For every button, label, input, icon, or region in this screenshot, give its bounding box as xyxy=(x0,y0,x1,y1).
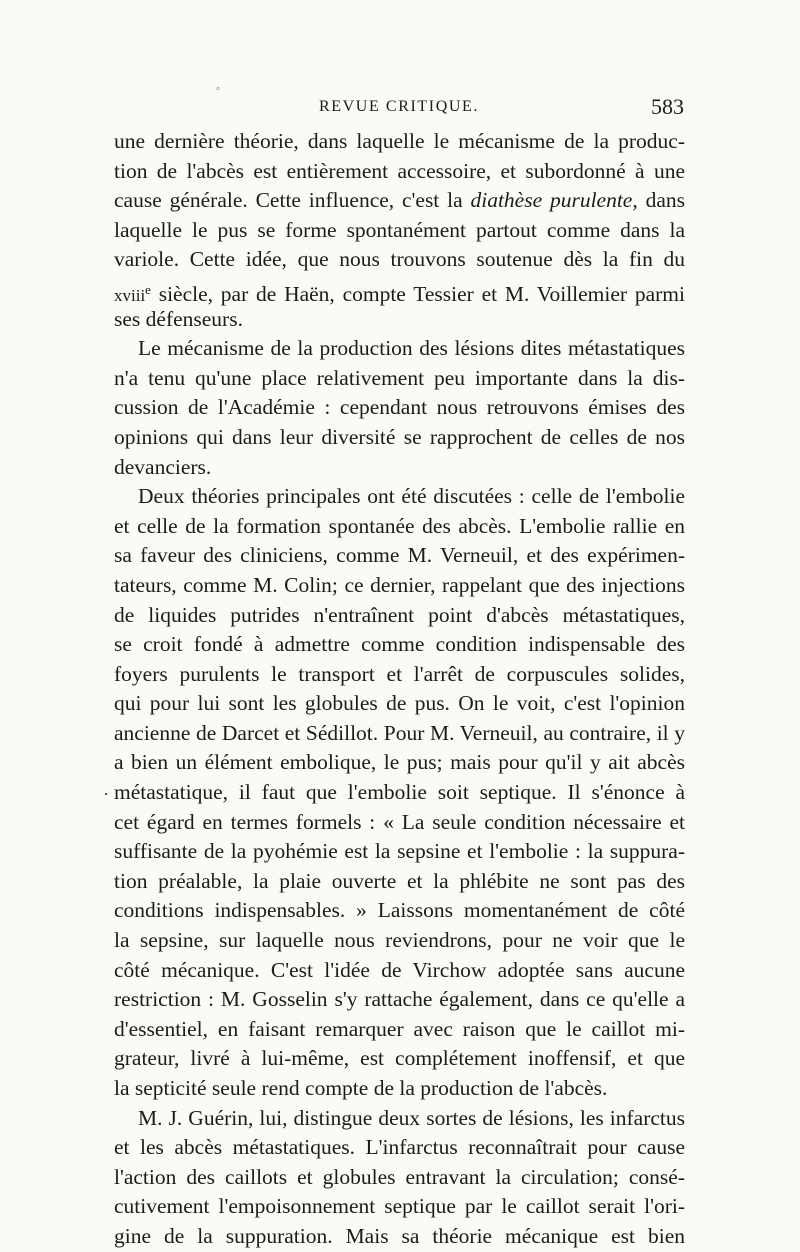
paragraph-end-line: ses défenseurs. xyxy=(114,306,243,331)
text-line xyxy=(114,275,685,305)
text-run: dans xyxy=(637,188,685,213)
text-line: de liquides putrides n'entraînent point d'abcès métastatiques, xyxy=(114,602,685,627)
text-line: qui pour lui sont les globules de pus. On le voit, c'est l'opinion xyxy=(114,691,685,716)
text-line: côté mécanique. C'est l'idée de Virchow adoptée sans aucune xyxy=(114,957,685,982)
text-line: cussion de l'Académie : cependant nous retrouvons émises des xyxy=(114,395,685,420)
page-number: 583 xyxy=(651,94,684,119)
paragraph-start-line: M. J. Guérin, lui, distingue deux sortes de lésions, les infarctus xyxy=(138,1105,685,1130)
text-line: restriction : M. Gosselin s'y rattache également, dans ce qu'elle a xyxy=(114,987,685,1012)
paragraph-end-line: la septicité seule rend compte de la production de l'abcès. xyxy=(114,1076,608,1100)
italic-term: diathèse purulente, xyxy=(470,188,638,213)
text-run: cause générale. Cette influence, c'est la xyxy=(114,188,471,213)
text-line xyxy=(114,186,685,216)
text-line: variole. Cette idée, que nous trouvons soutenue dès la fin du xyxy=(114,247,685,272)
margin-mark: · xyxy=(103,784,109,804)
text-line: conditions indispensables. » Laissons momentanément de côté xyxy=(114,898,685,923)
text-line: cet égard en termes formels : « La seule condition nécessaire et xyxy=(114,809,685,834)
text-line: la sepsine, sur laquelle nous reviendrons, pour ne voir que le xyxy=(114,928,685,953)
text-line: foyers purulents le transport et l'arrêt de corpuscules solides, xyxy=(114,661,685,686)
text-line: cutivement l'empoisonnement septique par le caillot serait l'ori- xyxy=(114,1194,685,1219)
text-line: opinions qui dans leur diversité se rapprochent de celles de nos xyxy=(114,424,685,449)
text-line: d'essentiel, en faisant remarquer avec raison que le caillot mi- xyxy=(114,1016,685,1041)
text-line: grateur, livré à lui-même, est complétement inoffensif, et que xyxy=(114,1046,685,1071)
text-line: sa faveur des cliniciens, comme M. Verneuil, et des expérimen- xyxy=(114,543,685,568)
paragraph-start-line: Deux théories principales ont été discutées : celle de l'embolie xyxy=(138,484,685,509)
running-title: REVUE CRITIQUE. xyxy=(319,98,479,115)
body-text xyxy=(114,127,685,1252)
text-line: et celle de la formation spontanée des abcès. L'embolie rallie en xyxy=(114,513,685,538)
text-line: une dernière théorie, dans laquelle le mécanisme de la produc- xyxy=(114,129,685,153)
text-line: tateurs, comme M. Colin; ce dernier, rappelant que des injections xyxy=(114,572,685,597)
text-line: suffisante de la pyohémie est la sepsine et l'embolie : la suppura- xyxy=(114,839,685,864)
text-run: siècle, par de Haën, compte Tessier et M. Voillemier parmi xyxy=(150,281,685,306)
superscript: e xyxy=(145,281,151,297)
text-line: gine de la suppuration. Mais sa théorie mécanique est bien xyxy=(114,1223,685,1248)
text-line: ancienne de Darcet et Sédillot. Pour M. Verneuil, au contraire, il y xyxy=(114,720,685,745)
text-line: l'action des caillots et globules entravant la circulation; consé- xyxy=(114,1164,685,1189)
text-line: se croit fondé à admettre comme condition indispensable des xyxy=(114,632,685,657)
text-line: et les abcès métastatiques. L'infarctus reconnaîtrait pour cause xyxy=(114,1135,685,1160)
paragraph-end-line: devanciers. xyxy=(114,454,212,479)
text-line: métastatique, il faut que l'embolie soit septique. Il s'énonce à xyxy=(114,780,685,805)
ink-speck: ° xyxy=(216,86,220,97)
text-line: tion de l'abcès est entièrement accessoire, et subordonné à une xyxy=(114,158,685,183)
text-line: laquelle le pus se forme spontanément partout comme dans la xyxy=(114,217,685,242)
page-header xyxy=(114,92,684,122)
century-numeral: xviii xyxy=(114,285,146,305)
text-line: a bien un élément embolique, le pus; mais pour qu'il y ait abcès xyxy=(114,750,685,775)
paragraph-start-line: Le mécanisme de la production des lésions dites métastatiques xyxy=(138,336,685,361)
text-line: tion préalable, la plaie ouverte et la phlébite ne sont pas des xyxy=(114,868,685,893)
text-line: n'a tenu qu'une place relativement peu importante dans la dis- xyxy=(114,365,685,390)
